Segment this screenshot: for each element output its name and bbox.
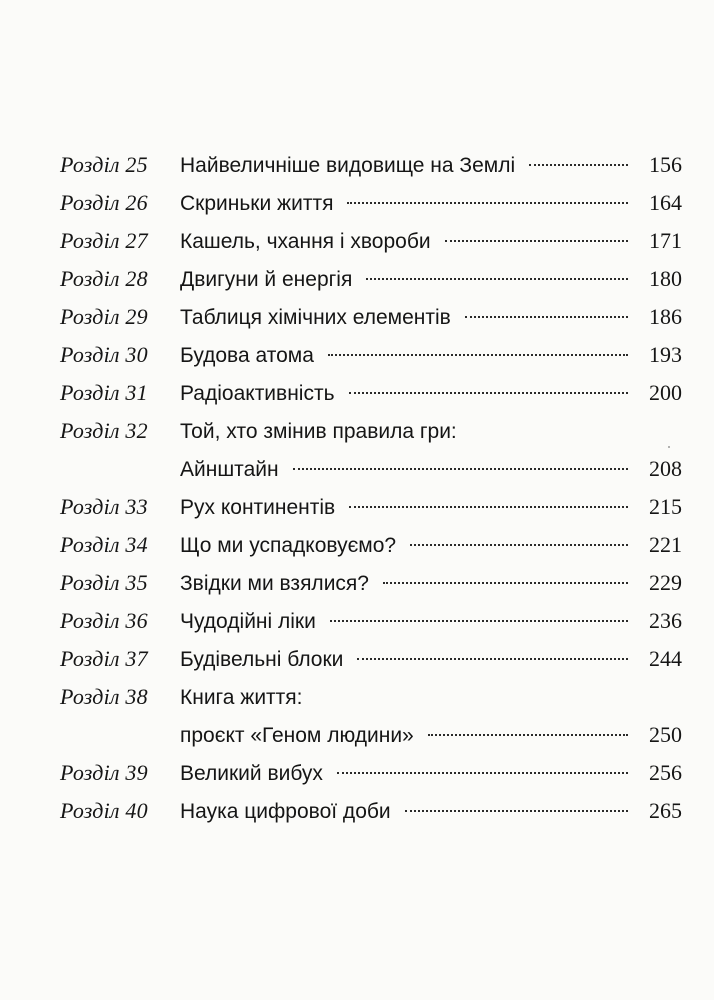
toc-entry-27[interactable] xyxy=(60,222,682,260)
page-number: 171 xyxy=(649,228,682,253)
dot-leader xyxy=(349,392,628,394)
chapter-title: Найвеличніше видовище на Землі xyxy=(180,154,516,177)
toc-entry-29[interactable] xyxy=(60,298,682,336)
chapter-number: Розділ 40 xyxy=(60,798,148,823)
chapter-title-line1: Книга життя: xyxy=(180,686,303,709)
page-number: 236 xyxy=(649,608,682,633)
print-speck xyxy=(668,446,670,448)
dot-leader xyxy=(428,734,628,736)
toc-entry-30[interactable] xyxy=(60,336,682,374)
dot-leader xyxy=(366,278,628,280)
toc-entry-25[interactable] xyxy=(60,146,682,184)
chapter-number: Розділ 30 xyxy=(60,342,148,367)
dot-leader xyxy=(445,240,628,242)
chapter-title-line1: Той, хто змінив правила гри: xyxy=(180,420,457,443)
chapter-number: Розділ 29 xyxy=(60,304,148,329)
dot-leader xyxy=(293,468,628,470)
page-number: 265 xyxy=(649,798,682,823)
page-number: 221 xyxy=(649,532,682,557)
toc-entry-32-line2[interactable] xyxy=(60,450,682,488)
toc-entry-36[interactable] xyxy=(60,602,682,640)
dot-leader xyxy=(328,354,628,356)
page-number: 229 xyxy=(649,570,682,595)
chapter-number: Розділ 34 xyxy=(60,532,148,557)
table-of-contents xyxy=(60,146,682,830)
chapter-number: Розділ 31 xyxy=(60,380,148,405)
page-number: 256 xyxy=(649,760,682,785)
chapter-title: Чудодійні ліки xyxy=(180,610,316,633)
toc-entry-34[interactable] xyxy=(60,526,682,564)
page-number: 208 xyxy=(649,456,682,481)
page-number: 186 xyxy=(649,304,682,329)
dot-leader xyxy=(383,582,628,584)
chapter-number: Розділ 39 xyxy=(60,760,148,785)
toc-entry-35[interactable] xyxy=(60,564,682,602)
page-number: 244 xyxy=(649,646,682,671)
toc-entry-28[interactable] xyxy=(60,260,682,298)
dot-leader xyxy=(465,316,628,318)
chapter-number: Розділ 36 xyxy=(60,608,148,633)
chapter-number: Розділ 38 xyxy=(60,684,148,709)
toc-entry-31[interactable] xyxy=(60,374,682,412)
chapter-number: Розділ 25 xyxy=(60,152,148,177)
chapter-title: Двигуни й енергія xyxy=(180,268,353,291)
dot-leader xyxy=(405,810,628,812)
chapter-title: Рух континентів xyxy=(180,496,336,519)
toc-entry-38-line2[interactable] xyxy=(60,716,682,754)
chapter-title: Кашель, чхання і хвороби xyxy=(180,230,431,253)
chapter-title: Великий вибух xyxy=(180,762,323,785)
chapter-number: Розділ 26 xyxy=(60,190,148,215)
chapter-title: Айнштайн xyxy=(180,458,279,481)
page-number: 164 xyxy=(649,190,682,215)
toc-entry-39[interactable] xyxy=(60,754,682,792)
chapter-title: проєкт «Геном людини» xyxy=(180,724,414,747)
toc-entry-40[interactable] xyxy=(60,792,682,830)
chapter-title: Будова атома xyxy=(180,344,314,367)
chapter-number: Розділ 37 xyxy=(60,646,148,671)
chapter-title: Радіоактивність xyxy=(180,382,335,405)
dot-leader xyxy=(357,658,628,660)
chapter-title: Будівельні блоки xyxy=(180,648,344,671)
chapter-title: Що ми успадковуємо? xyxy=(180,534,397,557)
page-number: 250 xyxy=(649,722,682,747)
page-number: 215 xyxy=(649,494,682,519)
chapter-title: Скриньки життя xyxy=(180,192,334,215)
dot-leader xyxy=(529,164,628,166)
dot-leader xyxy=(347,202,628,204)
page-number: 193 xyxy=(649,342,682,367)
page-number: 180 xyxy=(649,266,682,291)
toc-entry-37[interactable] xyxy=(60,640,682,678)
page-number: 156 xyxy=(649,152,682,177)
chapter-title: Звідки ми взялися? xyxy=(180,572,369,595)
dot-leader xyxy=(410,544,628,546)
toc-entry-38-line1[interactable] xyxy=(60,678,682,716)
chapter-number: Розділ 28 xyxy=(60,266,148,291)
toc-entry-32-line1[interactable] xyxy=(60,412,682,450)
chapter-number: Розділ 35 xyxy=(60,570,148,595)
toc-entry-26[interactable] xyxy=(60,184,682,222)
dot-leader xyxy=(337,772,628,774)
dot-leader xyxy=(349,506,628,508)
chapter-number: Розділ 27 xyxy=(60,228,148,253)
toc-entry-33[interactable] xyxy=(60,488,682,526)
chapter-title: Таблиця хімічних елементів xyxy=(180,306,451,329)
page-number: 200 xyxy=(649,380,682,405)
chapter-number: Розділ 32 xyxy=(60,418,148,443)
chapter-title: Наука цифрової доби xyxy=(180,800,391,823)
dot-leader xyxy=(330,620,628,622)
chapter-number: Розділ 33 xyxy=(60,494,148,519)
